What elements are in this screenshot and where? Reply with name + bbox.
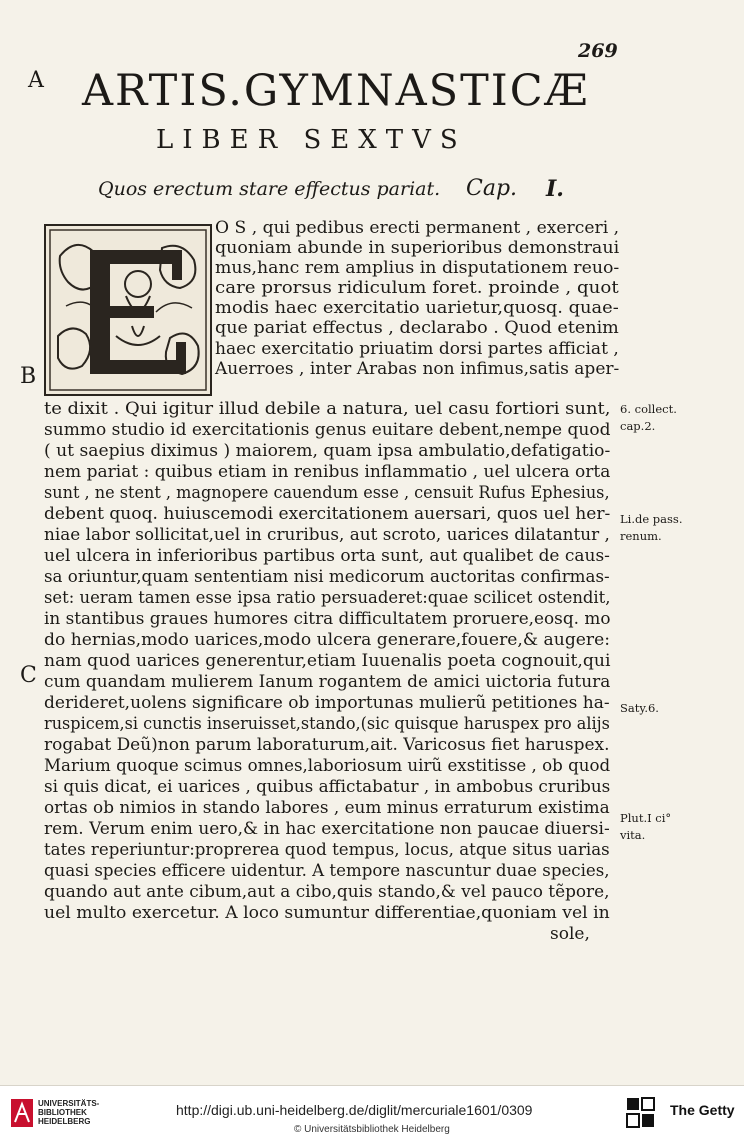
margin-letter-c: C (20, 663, 37, 688)
text-line: O S , qui pedibus erecti permanent , exerceri , (215, 218, 620, 237)
chapter-number: I. (546, 176, 564, 202)
text-line: sole, (550, 924, 590, 943)
text-line: ( ut saepius diximus ) maiorem, quam ipsa ambulatio,defatigatio- (44, 441, 611, 460)
decorated-initial-e (44, 224, 212, 396)
margin-note: Plut.I ci° (620, 811, 672, 825)
text-line: sa oriuntur,quam sententiam nisi medicorum auctoritas confirmas- (44, 567, 610, 586)
margin-letter-b: B (20, 364, 37, 389)
getty-label: The Getty (670, 1102, 735, 1118)
text-line: Auerroes , inter Arabas non infimus,satis aper- (215, 359, 620, 378)
footer-bar (0, 1085, 744, 1141)
text-line: si quis dicat, ei uarices , quibus affictabatur , in ambobus cruribus (44, 777, 611, 796)
text-line: Marium quoque scimus omnes,laboriosum uirũ exstitisse , ob quod (44, 756, 611, 775)
text-line: modis haec exercitatio uarietur,quosq. quae- (215, 298, 619, 317)
margin-note: Saty.6. (620, 701, 659, 715)
text-line: nam quod uarices generentur,etiam Iuuenalis poeta cognouit,qui (44, 651, 611, 670)
margin-note: renum. (620, 529, 662, 543)
text-line: sunt , ne stent , magnopere cauendum esse , censuit Rufus Ephesius, (44, 483, 610, 502)
library-name-line: UNIVERSITÄTS- (38, 1099, 100, 1108)
text-line: in stantibus graues humores citra difficultatem proruere,eosq. mo (44, 609, 611, 628)
text-line: quasi species efficere uidentur. A tempore nascuntur duae species, (44, 861, 610, 880)
text-line: quando aut ante cibum,aut a cibo,quis stando,& vel pauco tẽpore, (44, 882, 610, 901)
margin-note: vita. (620, 828, 646, 842)
copyright-text: © Universitätsbibliothek Heidelberg (294, 1124, 450, 1135)
page-url-link[interactable]: http://digi.ub.uni-heidelberg.de/diglit/mercuriale1601/0309 (176, 1102, 533, 1118)
text-line: haec exercitatio priuatim dorsi partes afficiat , (215, 339, 619, 358)
text-line: tates reperiuntur:proprerea quod tempus, locus, atque situs uarias (44, 840, 610, 859)
text-line: derideret,uolens significare ob importunas mulierũ petitiones ha- (44, 693, 610, 712)
text-line: summo studio id exercitationis genus euitare debent,nempe quod (44, 420, 611, 439)
text-line: uel multo exercetur. A loco sumuntur differentiae,quoniam vel in (44, 903, 610, 922)
library-name-line: HEIDELBERG (38, 1117, 91, 1126)
text-line: cum quandam mulierem Ianum rogantem de amici uictoria futura (44, 672, 611, 691)
text-line: set: ueram tamen esse ipsa ratio persuaderet:quae scilicet ostendit, (44, 588, 611, 607)
text-line: ruspicem,si cunctis inseruisset,stando,(sic quisque haruspex pro alijs (44, 714, 610, 733)
library-name-line: BIBLIOTHEK (38, 1108, 87, 1117)
text-line: que pariat effectus , declarabo . Quod etenim (215, 318, 619, 337)
text-line: mus,hanc rem amplius in disputationem reuo- (215, 258, 620, 277)
text-line: debent quoq. huiuscemodi exercitationem auersari, quos uel her- (44, 504, 611, 523)
margin-note: 6. collect. (620, 402, 677, 416)
page-number: 269 (578, 40, 618, 62)
margin-note: cap.2. (620, 419, 656, 433)
margin-note: Li.de pass. (620, 512, 683, 526)
text-line: rogabat Deũ)non parum laboraturum,ait. Varicosus fiet haruspex. (44, 735, 610, 754)
margin-letter-a: A (28, 68, 44, 93)
text-line: do hernias,modo uarices,modo ulcera generare,fouere,& augere: (44, 630, 611, 649)
text-line: care prorsus ridiculum foret. proinde , quot (215, 278, 619, 297)
text-line: te dixit . Qui igitur illud debile a natura, uel casu fortiori sunt, (44, 399, 611, 418)
library-name (38, 1099, 99, 1126)
book-title: ARTIS.GYMNASTICÆ (82, 66, 590, 116)
book-subtitle: LIBER SEXTVS (156, 125, 467, 155)
chapter-title: Quos erectum stare effectus pariat. (98, 178, 441, 200)
text-line: nem pariat : quibus etiam in renibus inflammatio , uel ulcera orta (44, 462, 611, 481)
text-line: niae labor sollicitat,uel in cruribus, aut scroto, uarices dilatantur , (44, 525, 610, 544)
chapter-label: Cap. (466, 176, 518, 201)
text-line: uel ulcera in inferioribus partibus orta sunt, aut qualibet de caus- (44, 546, 610, 565)
text-line: rem. Verum enim uero,& in hac exercitatione non paucae diuersi- (44, 819, 610, 838)
text-line: quoniam abunde in superioribus demonstraui (215, 238, 620, 257)
library-logo-icon (10, 1098, 34, 1128)
getty-logo-icon (626, 1097, 656, 1129)
text-line: ortas ob nimios in stando labores , eum minus erraturum existima (44, 798, 610, 817)
